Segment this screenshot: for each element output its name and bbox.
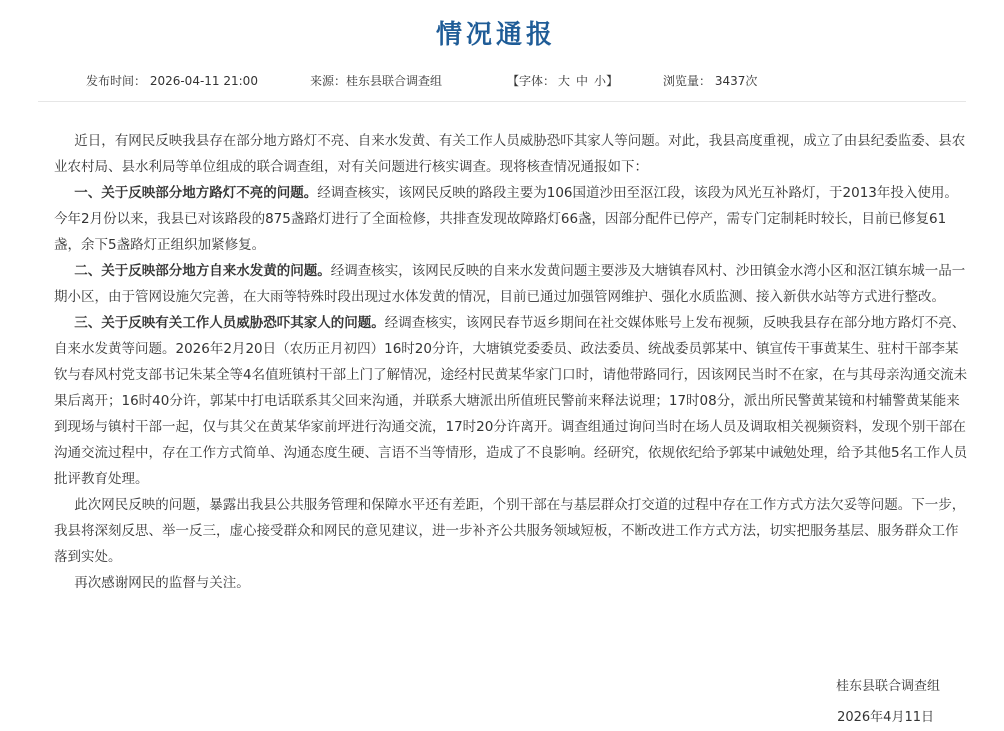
font-size-large-button[interactable]: 大: [558, 74, 571, 88]
section-2-paragraph: [54, 258, 968, 310]
section-2-text: 经调查核实，该网民反映的自来水发黄问题主要涉及大塘镇春风村、沙田镇金水湾小区和沤江镇东城一品一期小区，由于管网设施欠完善，在大雨等特殊时段出现过水体发黄的情况，目前已通过加强管网维护、强化水质监测、接入新供水站等方式进行整改。: [54, 263, 966, 305]
font-label-close: 】: [606, 74, 619, 88]
section-2-heading: 二、关于反映部分地方自来水发黄的问题。: [74, 263, 331, 279]
thanks-text: 再次感谢网民的监督与关注。: [74, 575, 250, 591]
signature-date: 2026年4月11日: [837, 710, 934, 725]
section-1-heading: 一、关于反映部分地方路灯不亮的问题。: [74, 185, 318, 201]
publish-time: 发布时间： 2026-04-11 21:00: [86, 74, 258, 88]
article-body: [54, 128, 968, 596]
closing-text: 此次网民反映的问题，暴露出我县公共服务管理和保障水平还有差距，个别干部在与基层群众打交道的过程中存在工作方式方法欠妥等问题。下一步，我县将深刻反思、举一反三，虚心接受群众和网民的意见建议，进一步补齐公共服务领域短板，不断改进工作方式方法，切实把服务基层、服务群众工作落到实处。: [54, 497, 966, 565]
source: 来源：桂东县联合调查组: [310, 74, 443, 88]
page-title: 情况通报: [435, 20, 556, 50]
section-1-text: 经调查核实，该网民反映的路段主要为106国道沙田至沤江段，该段为风光互补路灯，于2013年投入使用。今年2月份以来，我县已对该路段的875盏路灯进行了全面检修，共排查发现故障路灯66盏，因部分配件已停产，需专门定制耗时较长，目前已修复61盏，余下5盏路灯正组织加紧修复。: [54, 185, 958, 253]
intro-text: 近日，有网民反映我县存在部分地方路灯不亮、自来水发黄、有关工作人员威胁恐吓其家人等问题。对此，我县高度重视，成立了由县纪委监委、县农业农村局、县水利局等单位组成的联合调查组，对有关问题进行核实调查。现将核查情况通报如下：: [54, 133, 966, 175]
thanks-paragraph: [54, 570, 968, 596]
font-size-small-button[interactable]: 小: [594, 74, 607, 88]
signature-org: 桂东县联合调查组: [835, 679, 940, 694]
font-size-control: [507, 72, 618, 89]
section-3-text: 经调查核实，该网民春节返乡期间在社交媒体账号上发布视频，反映我县存在部分地方路灯不亮、自来水发黄等问题。2026年2月20日（农历正月初四）16时20分许，大塘镇党委委员、政法委员、统战委员郭某中、镇宣传干事黄某生、驻村干部李某钦与春风村党支部书记朱某全等4名值班镇村干部上门了解情况，途经村民黄某华家门口时，请他带路同行，因该网民当时不在家，在与其母亲沟通交流未果后离开；16时40分许，郭某中打电话联系其父回来沟通，并联系大塘派出所值班民警前来释法说理；17时08分，派出所民警黄某镜和村辅警黄某能来到现场与镇村干部一起，仅与其父在黄某华家前坪进行沟通交流，17时20分许离开。调查组通过询问当时在场人员及调取相关视频资料，发现个别干部在沟通交流过程中，存在工作方式简单、沟通态度生硬、言语不当等情形，造成了不良影响。经研究，依规依纪给予郭某中诫勉处理，给予其他5名工作人员批评教育处理。: [54, 315, 968, 487]
section-3-paragraph: [54, 310, 968, 492]
article-meta: [0, 72, 1004, 90]
divider: [38, 101, 966, 102]
font-label-open: 【字体：: [507, 74, 556, 88]
section-3-heading: 三、关于反映有关工作人员威胁恐吓其家人的问题。: [74, 315, 385, 331]
intro-paragraph: [54, 128, 968, 180]
section-1-paragraph: [54, 180, 968, 258]
closing-paragraph: [54, 492, 968, 570]
font-size-medium-button[interactable]: 中: [576, 74, 589, 88]
view-count: 浏览量： 3437次: [663, 74, 758, 88]
